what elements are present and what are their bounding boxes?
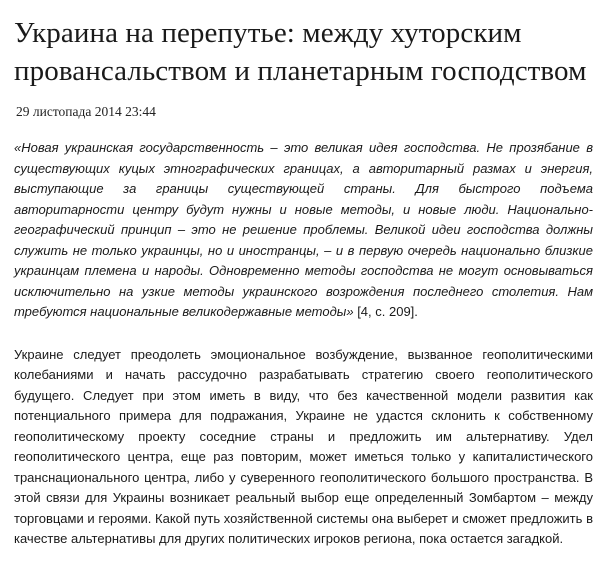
page-title: Украина на перепутье: между хуторским провансальством и планетарным господством [14,17,587,87]
quote-text: «Новая украинская государственность – это великая идея господства. Не прозябание в существующих куцых этнографических границах, а авторитарный размах и энергия, выступающие за границы существующей страны. Для быстрого подъема авторитарности центру будут нужны и новые методы, и новые люди. Национально-географический принцип – это не решение проблемы. Великой идеи господства должны служить не только украинцы, но и иностранцы, – и в первую очередь национально близкие украинцам племена и народы. Одновременно методы господства не могут основываться исключительно на узкие методы украинского возрождения последнего столетия. Нам требуются национальные великодержавные методы» [14,140,593,319]
article-date: 29 листопада 2014 23:44 [16,104,156,119]
article-quote [14,138,593,323]
article-paragraph: Украине следует преодолеть эмоциональное возбуждение, вызванное геополитическими колебаниями и начать рассудочно разрабатывать стратегию своего геополитического будущего. Следует при этом иметь в виду, что без качественной модели развития как потенциального примера для подражания, Украине не удастся склонить к собственному геополитическому проекту соседние страны и предложить им альтернативу. Удел геополитического центра, еще раз повторим, может иметься только у капиталистического транснационального центра, либо у суверенного геополитического большого пространства. В этой связи для Украины возникает реальный выбор еще определенный Зомбартом – между торговцами и героями. Какой путь хозяйственной системы она выберет и сможет предложить в качестве альтернативы для других политических игроков региона, пока остается загадкой. [14,346,593,546]
quote-reference: [4, с. 209]. [353,304,418,319]
